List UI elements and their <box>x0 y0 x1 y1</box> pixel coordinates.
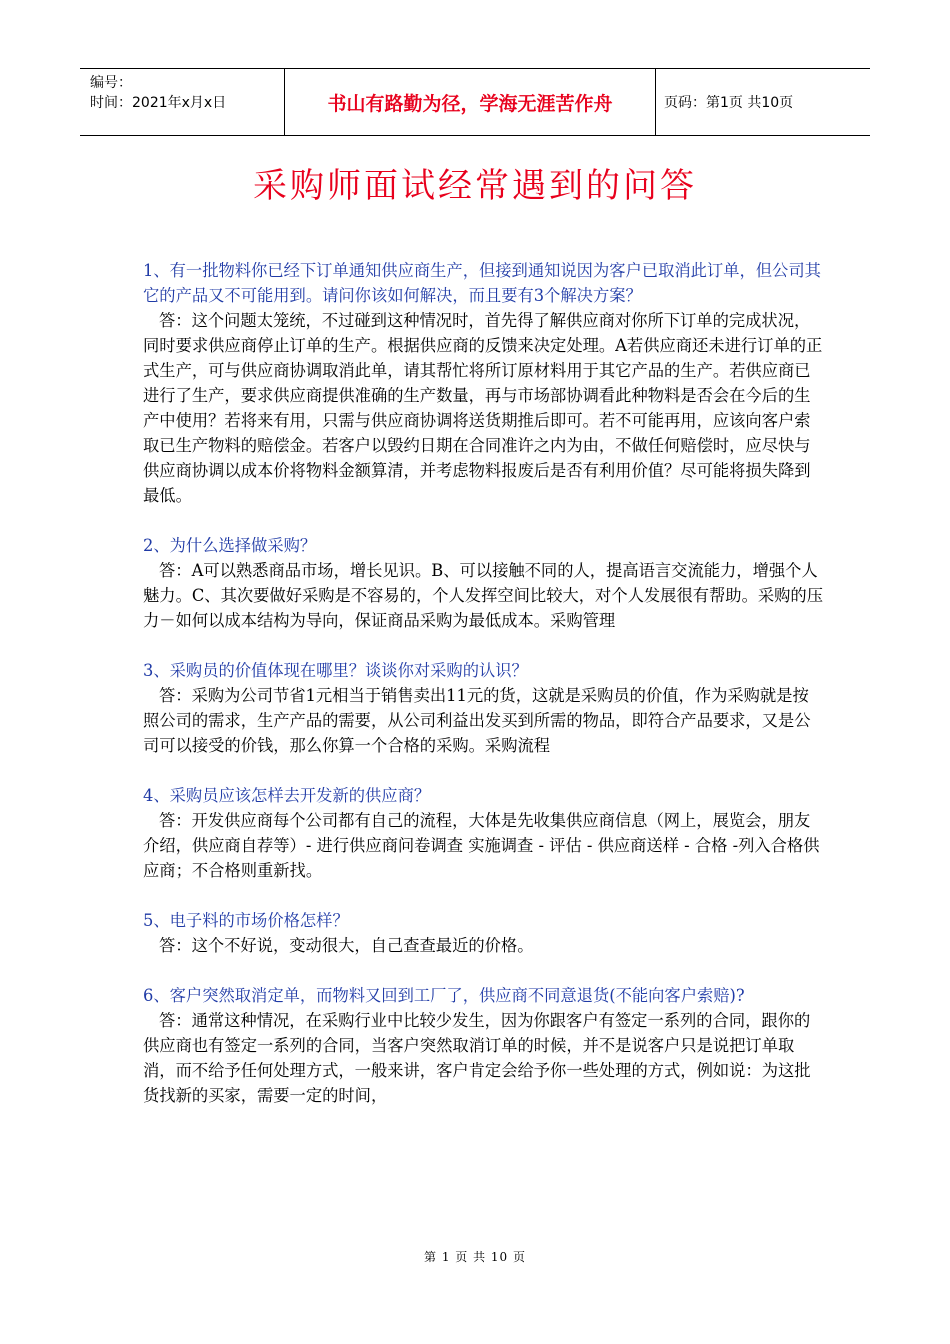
qa-section-6 <box>143 983 823 1108</box>
qa-section-1 <box>143 258 823 508</box>
document-title: 采购师面试经常遇到的问答 <box>253 166 697 206</box>
qa-section-5 <box>143 908 823 958</box>
question: 1、有一批物料你已经下订单通知供应商生产，但接到通知说因为客户已取消此订单，但公司其它的产品又不可能用到。请问你该如何解决，而且要有3个解决方案？ <box>143 261 821 305</box>
question: 3、采购员的价值体现在哪里？谈谈你对采购的认识？ <box>143 661 528 680</box>
answer: 答：采购为公司节省1元相当于销售卖出11元的货，这就是采购员的价值，作为采购就是按照公司的需求，生产产品的需要，从公司利益出发买到所需的物品，即符合产品要求，又是公司可以接受的价钱，那么你算一个合格的采购。采购流程 <box>143 686 811 755</box>
page-footer: 第 1 页 共 10 页 <box>424 1250 526 1264</box>
qa-section-2 <box>143 533 823 633</box>
header-meta <box>80 69 284 135</box>
answer: 答：这个不好说，变动很大，自己查查最近的价格。 <box>159 936 534 955</box>
answer: 答：这个问题太笼统，不过碰到这种情况时，首先得了解供应商对你所下订单的完成状况，同时要求供应商停止订单的生产。根据供应商的反馈来决定处理。A若供应商还未进行订单的正式生产，可与供应商协调取消此单，请其帮忙将所订原材料用于其它产品的生产。若供应商已进行了生产，要求供应商提供准确的生产数量，再与市场部协调看此种物料是否会在今后的生产中使用？若将来有用，只需与供应商协调将送货期推后即可。若不可能再用，应该向客户索取已生产物料的赔偿金。若客户以毁约日期在合同准许之内为由，不做任何赔偿时，应尽快与供应商协调以成本价将物料金额算清，并考虑物料报废后是否有利用价值？尽可能将损失降到最低。 <box>143 311 823 505</box>
answer: 答：开发供应商每个公司都有自己的流程，大体是先收集供应商信息（网上，展览会，朋友介绍，供应商自荐等）- 进行供应商问卷调查 实施调查 - 评估 - 供应商送样 - 合格 -列入合格供应商；不合格则重新找。 <box>143 811 820 880</box>
question: 4、采购员应该怎样去开发新的供应商？ <box>143 786 431 805</box>
page-header <box>80 68 870 136</box>
header-page-info: 页码：第1页 共10页 <box>664 95 794 111</box>
header-motto: 书山有路勤为径，学海无涯苦作舟 <box>284 69 656 135</box>
qa-section-4 <box>143 783 823 883</box>
question: 2、为什么选择做采购？ <box>143 536 317 555</box>
qa-content <box>143 258 823 1133</box>
question: 5、电子料的市场价格怎样？ <box>143 911 349 930</box>
answer: 答：A可以熟悉商品市场，增长见识。B、可以接触不同的人，提高语言交流能力，增强个人魅力。C、其次要做好采购是不容易的，个人发挥空间比较大，对个人发展很有帮助。采购的压力－如何以成本结构为导向，保证商品采购为最低成本。采购管理 <box>143 561 823 630</box>
document-date: 时间：2021年x月x日 <box>90 95 227 111</box>
document-number: 编号： <box>90 75 132 91</box>
answer: 答：通常这种情况，在采购行业中比较少发生，因为你跟客户有签定一系列的合同，跟你的供应商也有签定一系列的合同，当客户突然取消订单的时候，并不是说客户只是说把订单取消，而不给予任何处理方式，一般来讲，客户肯定会给予你一些处理的方式，例如说：为这批货找新的买家，需要一定的时间， <box>143 1011 811 1105</box>
question: 6、客户突然取消定单，而物料又回到工厂了，供应商不同意退货(不能向客户索赔)? <box>143 986 745 1005</box>
qa-section-3 <box>143 658 823 758</box>
